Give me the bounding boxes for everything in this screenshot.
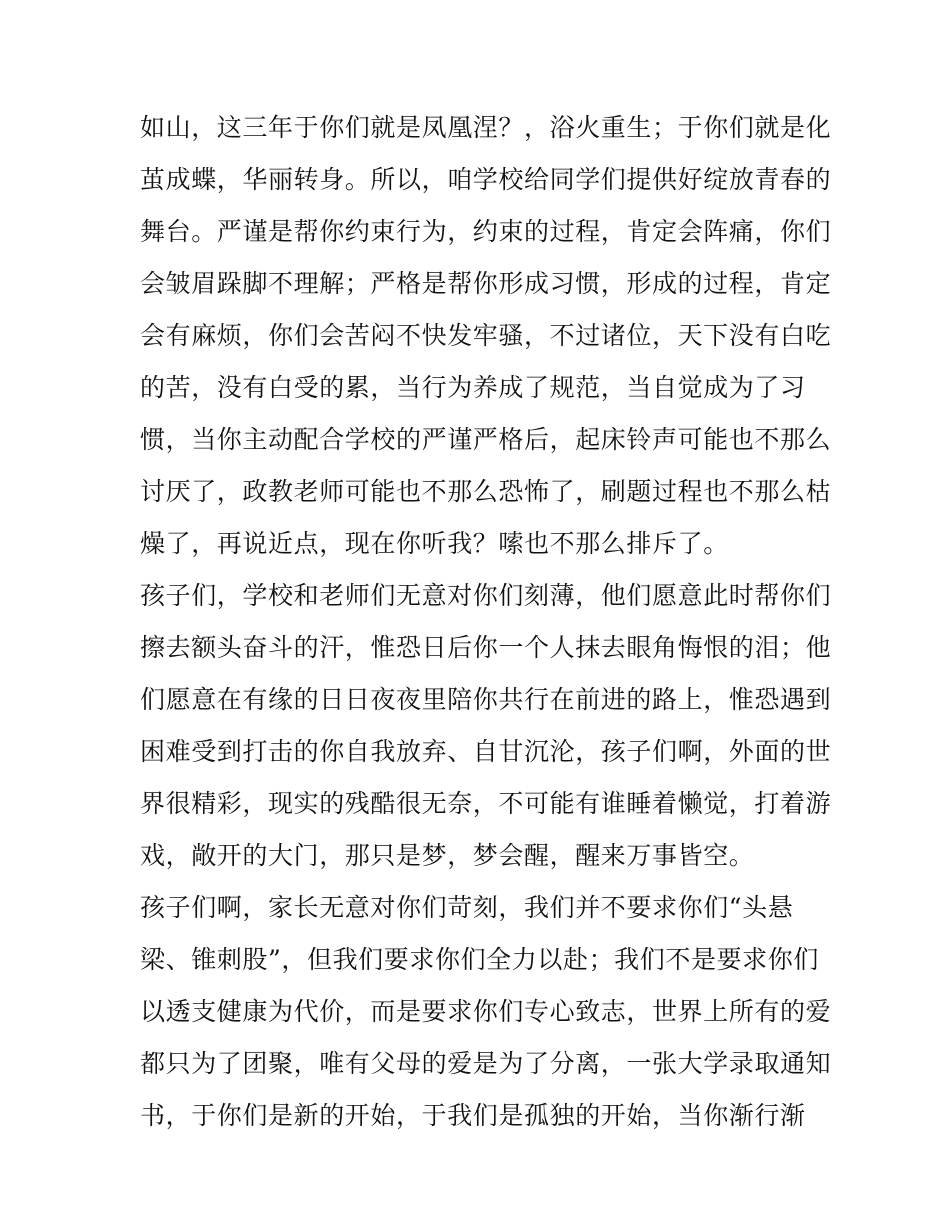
text-line-18: 以透支健康为代价，而是要求你们专心致志，世界上所有的爱 — [140, 997, 832, 1026]
text-line-14: 界很精彩，现实的残酷很无奈，不可能有谁睡着懒觉，打着游 — [140, 789, 832, 818]
text-line-4: 会皱眉跺脚不理解；严格是帮你形成习惯，形成的过程，肯定 — [140, 269, 832, 298]
text-line-11: 擦去额头奋斗的汗，惟恐日后你一个人抹去眼角悔恨的泪；他 — [140, 633, 832, 662]
text-line-10: 孩子们，学校和老师们无意对你们刻薄，他们愿意此时帮你们 — [140, 581, 832, 610]
text-line-16: 孩子们啊，家长无意对你们苛刻，我们并不要求你们“头悬 — [140, 893, 794, 922]
text-line-12: 们愿意在有缘的日日夜夜里陪你共行在前进的路上，惟恐遇到 — [140, 685, 832, 714]
text-line-3: 舞台。严谨是帮你约束行为，约束的过程，肯定会阵痛，你们 — [140, 217, 832, 246]
text-line-20: 书，于你们是新的开始，于我们是孤独的开始，当你渐行渐 — [140, 1101, 806, 1130]
text-line-6: 的苦，没有白受的累，当行为养成了规范，当自觉成为了习 — [140, 373, 806, 402]
text-line-19: 都只为了团聚，唯有父母的爱是为了分离，一张大学录取通知 — [140, 1049, 832, 1078]
text-line-15: 戏，敞开的大门，那只是梦，梦会醒，醒来万事皆空。 — [140, 841, 755, 870]
text-line-7: 惯，当你主动配合学校的严谨严格后，起床铃声可能也不那么 — [140, 425, 832, 454]
text-line-2: 茧成蝶，华丽转身。所以，咱学校给同学们提供好绽放青春的 — [140, 165, 832, 194]
text-line-8: 讨厌了，政教老师可能也不那么恐怖了，刷题过程也不那么枯 — [140, 477, 832, 506]
text-line-1: 如山，这三年于你们就是凤凰涅？，浴火重生；于你们就是化 — [140, 113, 832, 142]
body-text — [140, 102, 832, 1142]
text-line-17: 梁、锥刺股”，但我们要求你们全力以赴；我们不是要求你们 — [140, 945, 819, 974]
text-line-5: 会有麻烦，你们会苦闷不快发牢骚，不过诸位，天下没有白吃 — [140, 321, 832, 350]
text-line-13: 困难受到打击的你自我放弃、自甘沉沦，孩子们啊，外面的世 — [140, 737, 832, 766]
text-line-9: 燥了，再说近点，现在你听我？嗦也不那么排斥了。 — [140, 529, 729, 558]
